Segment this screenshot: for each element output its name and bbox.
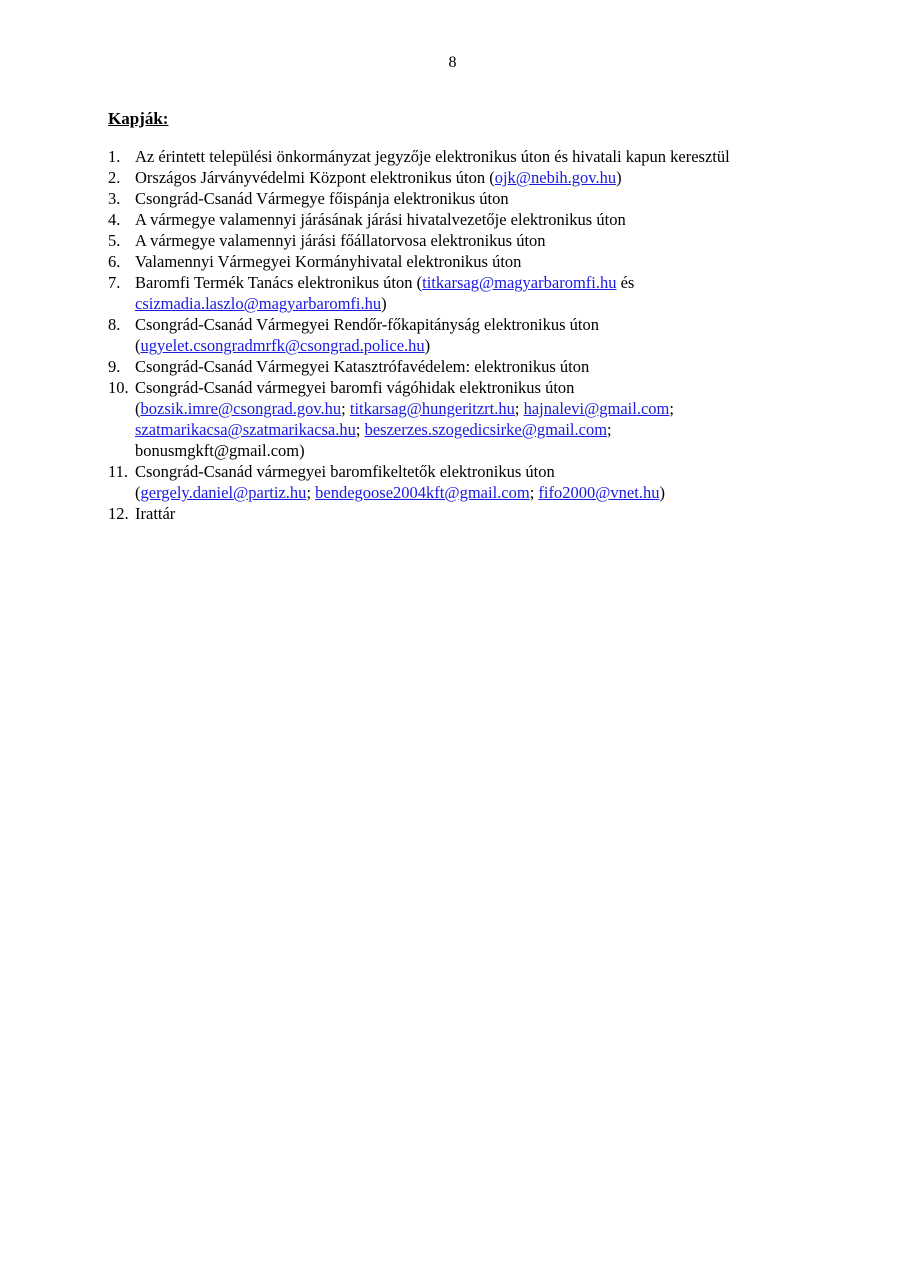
item-text: Csongrád-Csanád vármegyei baromfi vágóhidak elektronikus úton [135,378,575,397]
item-number: 10. [108,378,129,397]
item-text: Csongrád-Csanád Vármegye főispánja elektronikus úton [135,189,509,208]
item-text: ( [135,336,141,355]
recipients-heading: Kapják: [108,109,169,128]
list-item [108,272,828,314]
item-text: ( [135,399,141,418]
separator: ; [607,420,612,439]
list-item [108,461,828,503]
separator: ; [669,399,674,418]
separator: ; [355,420,365,439]
item-text: Baromfi Termék Tanács elektronikus úton ( [135,273,423,292]
email-link[interactable]: bendegoose2004kft@gmail.com [315,483,530,502]
list-item [108,377,828,461]
recipients-list [108,146,828,524]
item-number: 11. [108,462,129,481]
email-link[interactable]: szatmarikacsa@szatmarikacsa.hu [135,420,356,439]
item-text: Csongrád-Csanád vármegyei baromfikeltetők elektronikus úton [135,462,555,481]
list-item [108,356,828,377]
email-link[interactable]: csizmadia.laszlo@magyarbaromfi.hu [135,294,382,313]
email-link[interactable]: titkarsag@hungeritzrt.hu [349,399,515,418]
separator: ; [306,483,316,502]
list-item [108,503,828,524]
item-text: Valamennyi Vármegyei Kormányhivatal elektronikus úton [135,252,522,271]
item-text: Irattár [135,504,176,523]
item-number: 8. [108,315,121,334]
item-text: ) [616,168,622,187]
item-number: 7. [108,273,121,292]
list-item [108,188,828,209]
separator: ; [514,399,524,418]
item-text: bonusmgkft@gmail.com) [135,441,305,460]
item-text: Csongrád-Csanád Vármegyei Rendőr-főkapitányság elektronikus úton [135,315,600,334]
email-link[interactable]: hajnalevi@gmail.com [523,399,670,418]
item-number: 12. [108,504,129,523]
item-text: A vármegye valamennyi járási főállatorvosa elektronikus úton [135,231,546,250]
page-number: 8 [448,54,457,71]
item-number: 2. [108,168,121,187]
item-text: ) [424,336,431,355]
item-text: ( [135,483,141,502]
item-text: ) [381,294,387,313]
item-number: 9. [108,357,121,376]
list-item [108,230,828,251]
list-item [108,314,828,356]
separator: ; [529,483,539,502]
email-link[interactable]: fifo2000@vnet.hu [538,483,660,502]
item-text: A vármegye valamennyi járásának járási hivatalvezetője elektronikus úton [135,210,626,229]
list-item [108,209,828,230]
item-text: és [616,273,635,292]
item-number: 3. [108,189,121,208]
list-item [108,167,828,188]
item-number: 1. [108,147,121,166]
item-text: Országos Járványvédelmi Központ elektronikus úton ( [135,168,495,187]
email-link[interactable]: bozsik.imre@csongrad.gov.hu [140,399,342,418]
item-number: 6. [108,252,121,271]
email-link[interactable]: titkarsag@magyarbaromfi.hu [422,273,617,292]
separator: ; [341,399,350,418]
item-text: Az érintett települési önkormányzat jegyzője elektronikus úton és hivatali kapun keresztül [135,147,730,166]
item-text: ) [659,483,665,502]
item-text: Csongrád-Csanád Vármegyei Katasztrófavédelem: elektronikus úton [135,357,590,376]
email-link[interactable]: beszerzes.szogedicsirke@gmail.com [364,420,608,439]
item-number: 5. [108,231,121,250]
email-link[interactable]: ojk@nebih.gov.hu [494,168,617,187]
list-item [108,146,828,167]
item-number: 4. [108,210,121,229]
email-link[interactable]: gergely.daniel@partiz.hu [140,483,307,502]
list-item [108,251,828,272]
email-link[interactable]: ugyelet.csongradmrfk@csongrad.police.hu [140,336,425,355]
